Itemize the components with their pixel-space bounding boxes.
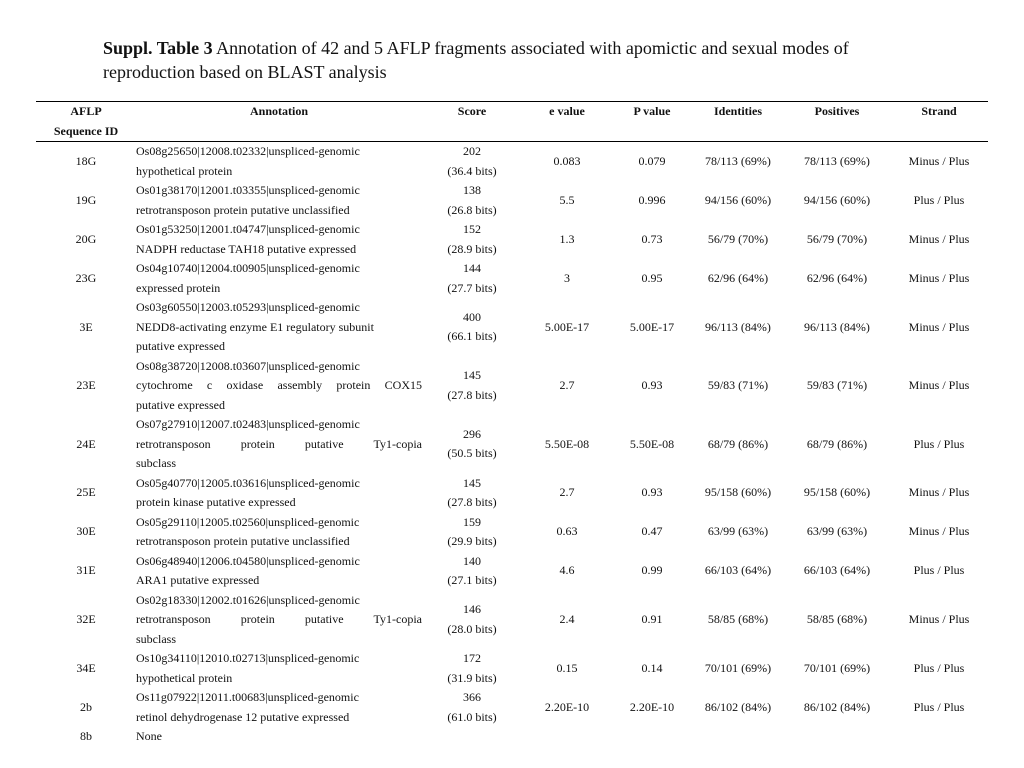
annotation-line: Os11g07922|12011.t00683|unspliced-genomic	[136, 690, 359, 704]
cell-score	[422, 142, 522, 182]
cell-evalue: 2.20E-10	[544, 699, 590, 714]
cell-annotation	[136, 142, 422, 182]
table-row	[36, 649, 988, 688]
table-row	[36, 474, 988, 513]
cell-positives: 86/102 (84%)	[803, 699, 871, 714]
header-aflp-id: AFLP Sequence ID	[53, 104, 119, 138]
cell-strand: Minus / Plus	[908, 612, 970, 626]
cell-score	[422, 727, 522, 747]
cell-evalue: 5.5	[559, 192, 575, 207]
cell-score	[422, 552, 522, 591]
annotation-line: ARA1 putative expressed	[136, 573, 260, 587]
cell-aflp-id: 3E	[79, 319, 93, 334]
score-value: 145	[463, 475, 481, 490]
score-value: 202	[463, 144, 481, 158]
annotation-line: retrotransposon protein putative Ty1-copia	[136, 436, 422, 451]
cell-positives: 70/101 (69%)	[803, 660, 871, 675]
cell-strand: Plus / Plus	[913, 436, 965, 451]
cell-strand: Plus / Plus	[913, 699, 965, 714]
cell-evalue: 3	[564, 270, 570, 285]
header-identities: Identities	[714, 104, 762, 118]
cell-aflp-id: 18G	[75, 153, 97, 168]
cell-strand: Plus / Plus	[913, 563, 965, 578]
cell-evalue: 5.00E-17	[544, 319, 590, 334]
cell-aflp-id: 8b	[80, 729, 92, 743]
score-bits: (27.1 bits)	[447, 573, 497, 587]
cell-evalue: 0.083	[553, 153, 581, 168]
annotation-line: Os01g38170|12001.t03355|unspliced-genomic	[136, 183, 360, 197]
cell-aflp-id: 31E	[76, 563, 96, 578]
cell-score	[422, 415, 522, 474]
annotation-line: Os03g60550|12003.t05293|unspliced-genomic	[136, 300, 360, 314]
annotation-line: NEDD8-activating enzyme E1 regulatory subunit	[136, 319, 374, 334]
score-bits: (29.9 bits)	[447, 534, 497, 548]
score-bits: (28.9 bits)	[447, 241, 497, 256]
cell-positives: 56/79 (70%)	[806, 231, 868, 246]
cell-aflp-id: 30E	[76, 524, 96, 539]
cell-strand	[890, 727, 988, 747]
annotation-line: retrotransposon protein putative unclassified	[136, 534, 350, 548]
cell-annotation	[136, 259, 422, 298]
cell-annotation	[136, 649, 422, 688]
score-bits: (27.7 bits)	[447, 280, 497, 295]
score-bits: (50.5 bits)	[447, 446, 497, 461]
cell-identities: 78/113 (69%)	[705, 153, 771, 168]
cell-annotation	[136, 220, 422, 259]
score-value: 138	[463, 183, 481, 197]
cell-score	[422, 591, 522, 650]
cell-positives: 78/113 (69%)	[804, 153, 870, 168]
score-bits: (31.9 bits)	[447, 670, 497, 685]
cell-annotation	[136, 181, 422, 220]
cell-identities: 68/79 (86%)	[707, 436, 769, 451]
cell-identities	[692, 727, 784, 747]
cell-aflp-id: 34E	[76, 660, 96, 675]
cell-strand: Minus / Plus	[908, 485, 970, 500]
cell-annotation	[136, 298, 422, 357]
cell-identities: 66/103 (64%)	[704, 563, 772, 578]
score-value: 146	[463, 602, 481, 617]
cell-aflp-id: 19G	[75, 192, 97, 207]
table-caption	[103, 36, 903, 84]
cell-pvalue: 0.996	[638, 192, 666, 207]
table-row	[36, 181, 988, 220]
cell-pvalue	[612, 727, 692, 747]
cell-aflp-id: 24E	[76, 436, 96, 451]
cell-aflp-id: 20G	[75, 231, 97, 246]
cell-pvalue: 0.93	[641, 378, 663, 392]
cell-annotation	[136, 474, 422, 513]
score-bits: (26.8 bits)	[447, 202, 497, 217]
table-row	[36, 357, 988, 416]
annotation-line: Os07g27910|12007.t02483|unspliced-genomic	[136, 417, 360, 431]
cell-aflp-id: 23E	[76, 378, 96, 392]
cell-positives: 58/85 (68%)	[806, 612, 868, 626]
table-row	[36, 220, 988, 259]
cell-positives: 96/113 (84%)	[804, 319, 870, 334]
score-value: 152	[463, 222, 481, 236]
table-row	[36, 688, 988, 727]
cell-evalue: 2.4	[559, 612, 575, 626]
score-value: 140	[463, 553, 481, 568]
annotation-line: Os08g38720|12008.t03607|unspliced-genomic	[136, 358, 360, 373]
cell-score	[422, 688, 522, 727]
cell-pvalue: 0.95	[641, 270, 663, 285]
cell-identities: 96/113 (84%)	[705, 319, 771, 334]
cell-annotation	[136, 513, 422, 552]
cell-identities: 58/85 (68%)	[707, 612, 769, 626]
cell-annotation	[136, 727, 422, 747]
cell-identities: 86/102 (84%)	[704, 699, 772, 714]
cell-positives: 95/158 (60%)	[803, 485, 871, 500]
annotation-line: Os02g18330|12002.t01626|unspliced-genomic	[136, 592, 360, 607]
table-row	[36, 727, 988, 747]
cell-positives: 66/103 (64%)	[803, 563, 871, 578]
caption-text: Annotation of 42 and 5 AFLP fragments associated with apomictic and sexual modes of reproduction based on BLAST analysis	[103, 38, 849, 82]
annotation-line: protein kinase putative expressed	[136, 495, 296, 509]
annotation-line: subclass	[136, 631, 176, 646]
cell-pvalue: 0.14	[641, 660, 663, 675]
annotation-line: cytochrome c oxidase assembly protein COX15	[136, 378, 422, 392]
score-bits: (36.4 bits)	[447, 163, 497, 178]
table-row	[36, 298, 988, 357]
cell-score	[422, 220, 522, 259]
score-value: 296	[463, 426, 481, 441]
cell-identities: 94/156 (60%)	[704, 192, 772, 207]
header-positives: Positives	[814, 104, 860, 118]
cell-strand: Minus / Plus	[908, 270, 970, 285]
cell-aflp-id: 32E	[76, 612, 96, 626]
cell-aflp-id: 2b	[80, 699, 92, 714]
annotation-line: Os01g53250|12001.t04747|unspliced-genomic	[136, 222, 360, 236]
score-bits: (27.8 bits)	[447, 387, 497, 402]
caption-label: Suppl. Table 3	[103, 38, 213, 58]
cell-score	[422, 259, 522, 298]
annotation-line: Os05g29110|12005.t02560|unspliced-genomic	[136, 514, 360, 529]
cell-evalue: 0.15	[556, 660, 578, 675]
cell-identities: 95/158 (60%)	[704, 485, 772, 500]
annotation-table	[36, 101, 988, 747]
cell-pvalue: 0.73	[641, 231, 663, 246]
cell-strand: Minus / Plus	[908, 153, 970, 168]
annotation-line: expressed protein	[136, 280, 221, 295]
table-row	[36, 259, 988, 298]
annotation-line: Os05g40770|12005.t03616|unspliced-genomic	[136, 475, 360, 490]
header-annotation: Annotation	[249, 104, 308, 118]
cell-aflp-id: 23G	[75, 270, 97, 285]
score-value: 172	[463, 651, 481, 665]
annotation-line: putative expressed	[136, 339, 225, 353]
table-row	[36, 142, 988, 182]
cell-positives	[784, 727, 890, 747]
score-value: 159	[463, 514, 481, 529]
annotation-line: retrotransposon protein putative unclassified	[136, 202, 350, 217]
cell-score	[422, 513, 522, 552]
cell-strand: Plus / Plus	[913, 660, 965, 675]
score-bits: (61.0 bits)	[447, 709, 497, 724]
annotation-line: hypothetical protein	[136, 670, 233, 685]
cell-strand: Minus / Plus	[908, 231, 970, 246]
annotation-line: Os04g10740|12004.t00905|unspliced-genomic	[136, 261, 360, 275]
score-bits: (27.8 bits)	[447, 495, 497, 509]
cell-positives: 94/156 (60%)	[803, 192, 871, 207]
cell-positives: 59/83 (71%)	[806, 378, 868, 392]
cell-pvalue: 5.00E-17	[629, 319, 675, 334]
cell-annotation	[136, 415, 422, 474]
header-score: Score	[457, 104, 487, 118]
cell-pvalue: 0.91	[641, 612, 663, 626]
annotation-line: NADPH reductase TAH18 putative expressed	[136, 241, 357, 256]
table-row	[36, 415, 988, 474]
cell-annotation	[136, 552, 422, 591]
table-row	[36, 591, 988, 650]
cell-identities: 70/101 (69%)	[704, 660, 772, 675]
table-body	[36, 142, 988, 747]
cell-identities: 63/99 (63%)	[707, 524, 769, 539]
cell-annotation	[136, 688, 422, 727]
cell-pvalue: 0.47	[641, 524, 663, 539]
cell-pvalue: 0.99	[641, 563, 663, 578]
cell-evalue: 2.7	[559, 378, 575, 392]
cell-strand: Minus / Plus	[908, 319, 970, 334]
annotation-line: None	[136, 729, 162, 743]
cell-score	[422, 298, 522, 357]
score-value: 144	[463, 261, 481, 275]
score-value: 366	[463, 690, 481, 704]
cell-evalue: 4.6	[559, 563, 575, 578]
cell-identities: 56/79 (70%)	[707, 231, 769, 246]
cell-positives: 63/99 (63%)	[806, 524, 868, 539]
cell-annotation	[136, 357, 422, 416]
cell-aflp-id: 25E	[76, 485, 96, 500]
score-bits: (66.1 bits)	[447, 329, 497, 344]
cell-score	[422, 474, 522, 513]
header-strand: Strand	[921, 104, 957, 118]
table-row	[36, 552, 988, 591]
cell-evalue	[522, 727, 612, 747]
annotation-line: hypothetical protein	[136, 163, 233, 178]
cell-strand: Plus / Plus	[913, 192, 965, 207]
annotation-line: subclass	[136, 456, 176, 470]
cell-positives: 62/96 (64%)	[806, 270, 868, 285]
header-pvalue: P value	[633, 104, 671, 118]
cell-annotation	[136, 591, 422, 650]
cell-score	[422, 649, 522, 688]
annotation-line: retinol dehydrogenase 12 putative expressed	[136, 709, 350, 724]
cell-evalue: 0.63	[556, 524, 578, 539]
score-value: 145	[463, 368, 481, 383]
cell-pvalue: 5.50E-08	[629, 436, 675, 451]
annotation-line: Os10g34110|12010.t02713|unspliced-genomic	[136, 651, 360, 665]
cell-identities: 59/83 (71%)	[707, 378, 769, 392]
cell-strand: Minus / Plus	[908, 378, 970, 392]
header-evalue: e value	[549, 104, 585, 118]
score-bits: (28.0 bits)	[447, 621, 497, 636]
cell-evalue: 2.7	[559, 485, 575, 500]
cell-pvalue: 2.20E-10	[629, 699, 675, 714]
cell-pvalue: 0.93	[641, 485, 663, 500]
cell-pvalue: 0.079	[638, 153, 666, 168]
annotation-line: Os06g48940|12006.t04580|unspliced-genomic	[136, 553, 360, 568]
cell-strand: Minus / Plus	[908, 524, 970, 539]
annotation-line: putative expressed	[136, 397, 225, 412]
cell-evalue: 5.50E-08	[544, 436, 590, 451]
score-value: 400	[463, 309, 481, 324]
table-row	[36, 513, 988, 552]
annotation-line: Os08g25650|12008.t02332|unspliced-genomic	[136, 144, 360, 158]
header-row	[36, 102, 988, 142]
cell-positives: 68/79 (86%)	[806, 436, 868, 451]
annotation-line: retrotransposon protein putative Ty1-copia	[136, 612, 422, 626]
cell-score	[422, 181, 522, 220]
cell-identities: 62/96 (64%)	[707, 270, 769, 285]
cell-evalue: 1.3	[559, 231, 575, 246]
cell-score	[422, 357, 522, 416]
